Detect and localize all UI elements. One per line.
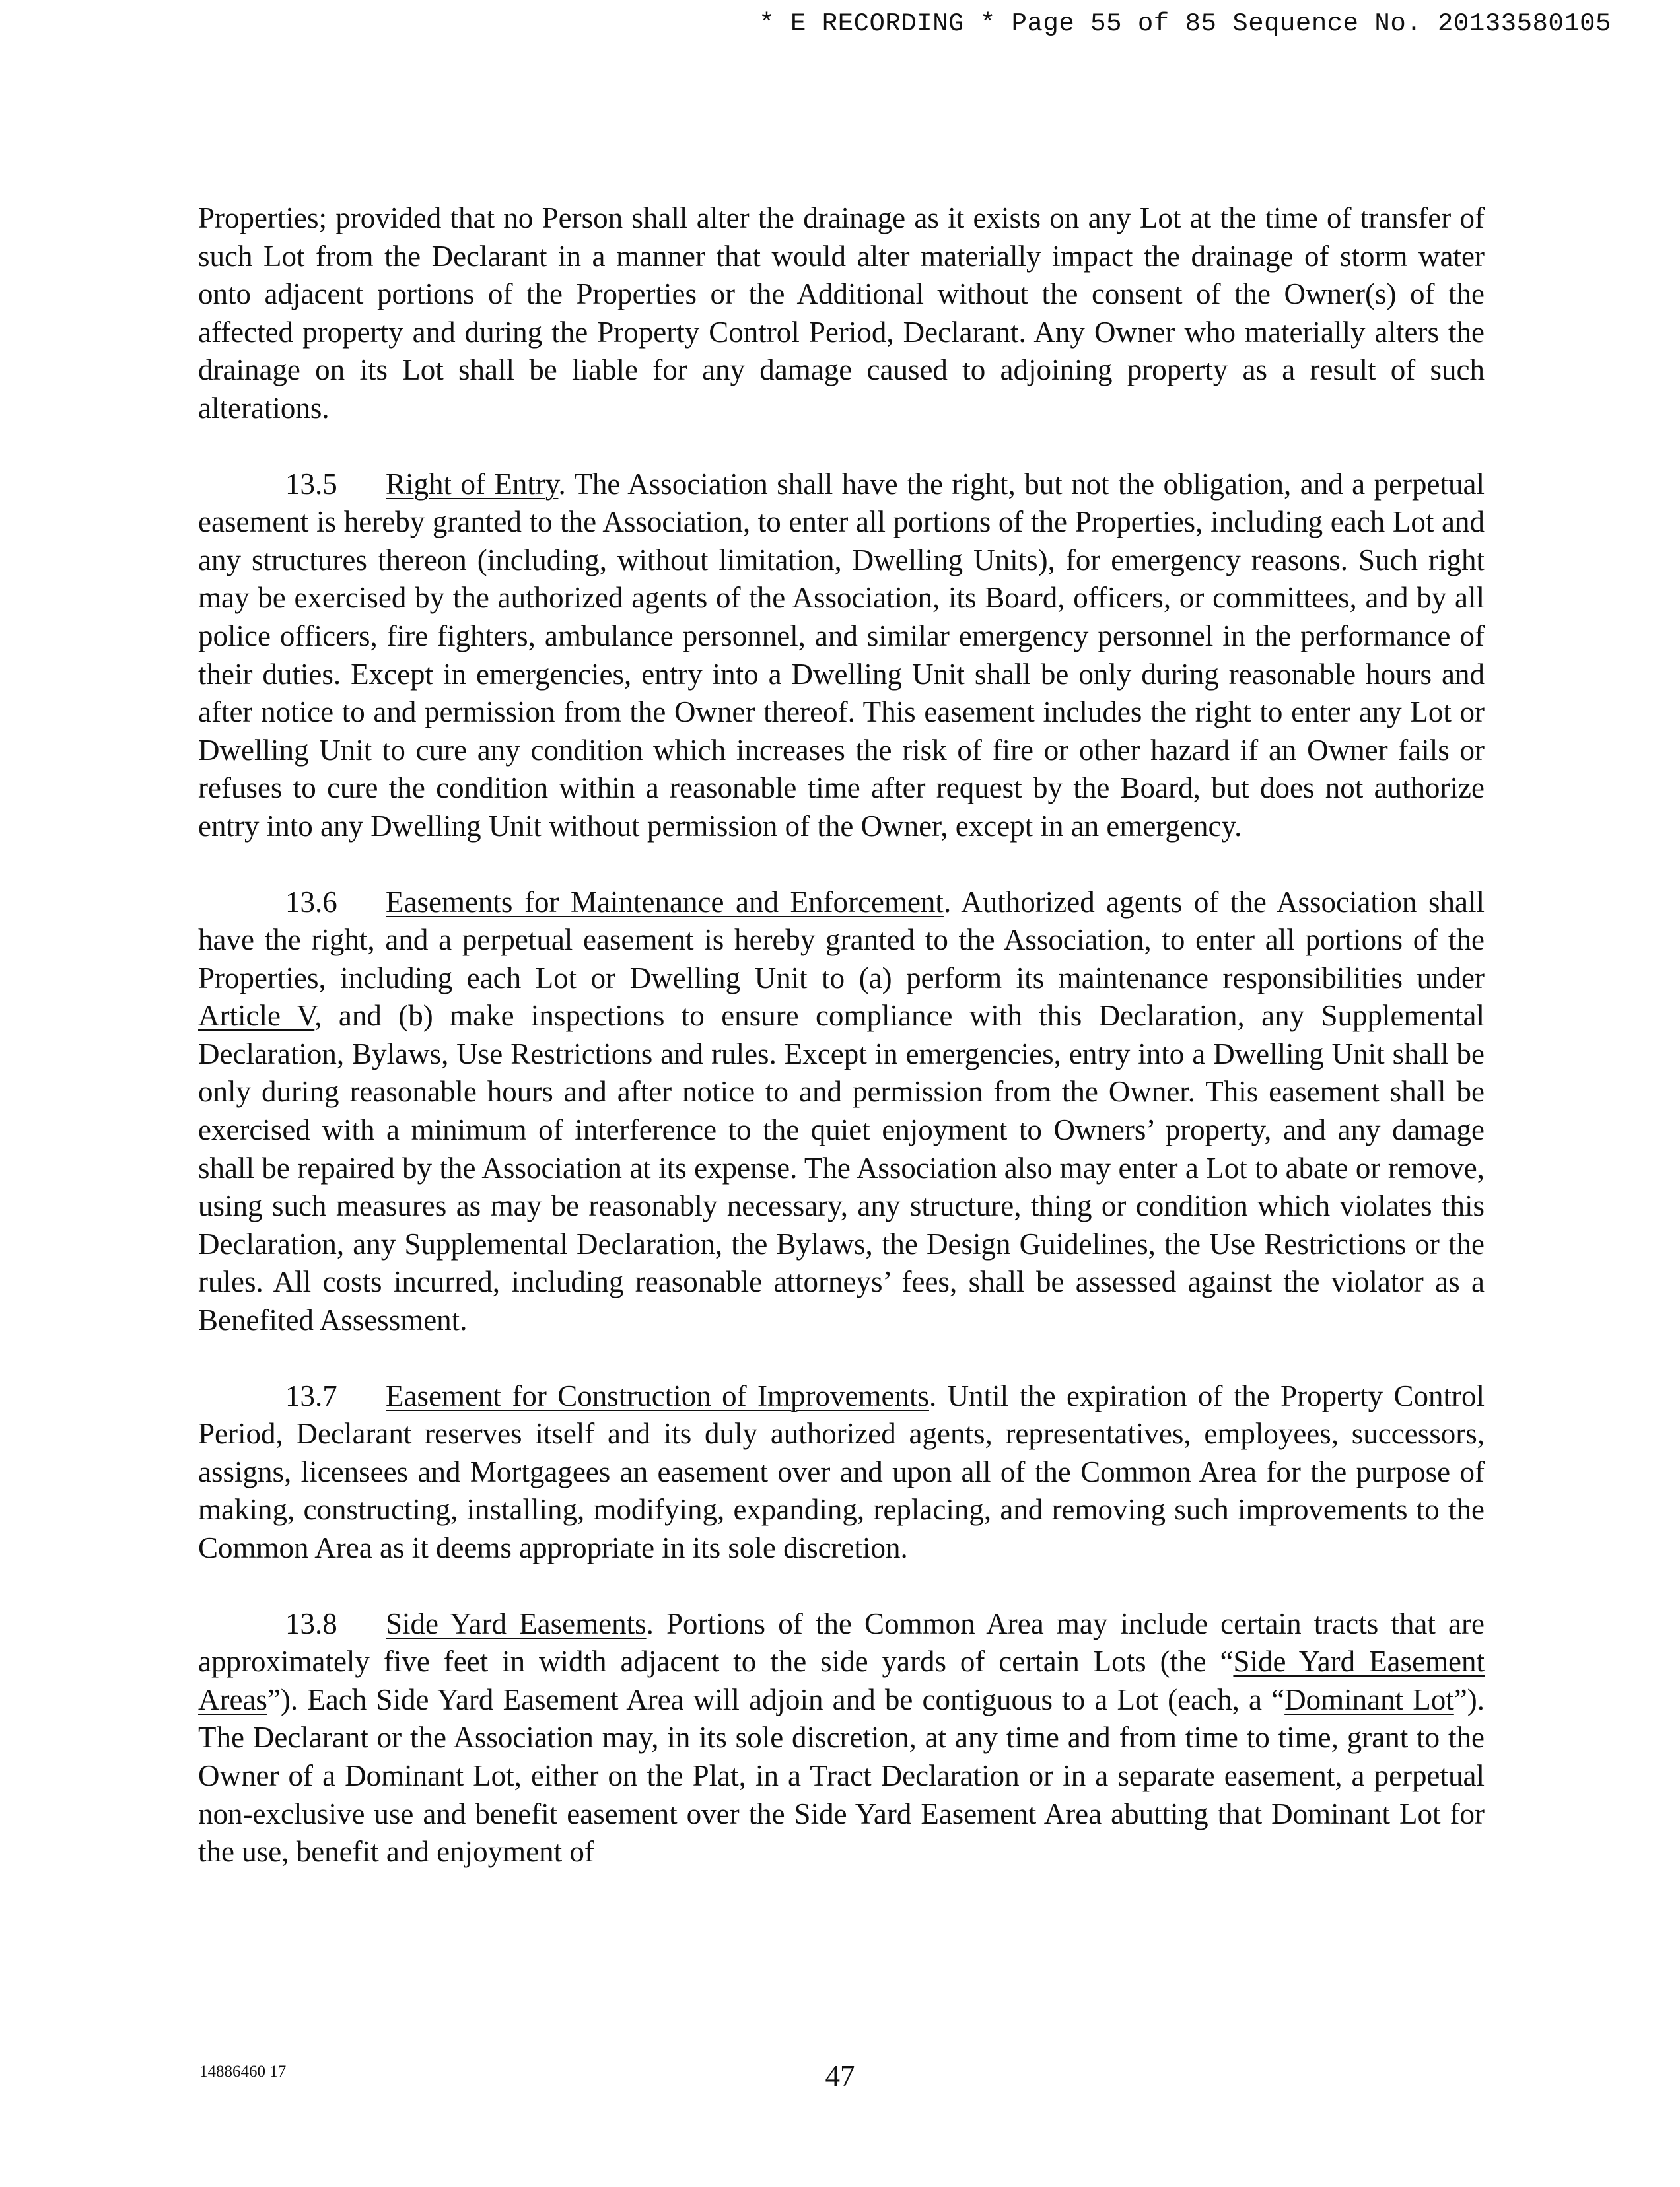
section-title: Easements for Maintenance and Enforcement [386, 885, 944, 919]
defined-term: Dominant Lot [1284, 1683, 1454, 1716]
section-text: . Portions of the Common Area may include certain tracts that are approximately five feet in width adjacent to the side yards of certain Lots (the “ [198, 1607, 1485, 1679]
paragraph-continuation: Properties; provided that no Person shall alter the drainage as it exists on any Lot at the time of transfer of such Lot from the Declarant in a manner that would alter materially impact the drainage of storm water onto adjacent portions of the Properties or the Additional without the consent of the Owner(s) of the affected property and during the Property Control Period, Declarant. Any Owner who materially alters the drainage on its Lot shall be liable for any damage caused to adjoining property as a result of such alterations. [198, 201, 1485, 425]
section-text: . Until the expiration of the Property Control Period, Declarant reserves itself and its duly authorized agents, representatives, employees, successors, assigns, licensees and Mortgagees an easement over and upon all of the Common Area for the purpose of making, constructing, installing, modifying, expanding, replacing, and removing such improvements to the Common Area as it deems appropriate in its sole discretion. [198, 1379, 1485, 1564]
section-text-continued: ”). The Declarant or the Association may, in its sole discretion, at any time and from time to time, grant to the Owner of a Dominant Lot, either on the Plat, in a Tract Declaration or in a separate easement, a perpetual non-exclusive use and benefit easement over the Side Yard Easement Area abutting that Dominant Lot for the use, benefit and enjoyment of [198, 1683, 1485, 1869]
section-number: 13.5 [285, 467, 337, 501]
section-text-continued: ”). Each Side Yard Easement Area will adjoin and be contiguous to a Lot (each, a “ [267, 1683, 1285, 1716]
section-13-6 [198, 884, 1485, 1340]
document-body [198, 199, 1485, 1909]
section-text: . The Association shall have the right, but not the obligation, and a perpetual easement is hereby granted to the Association, to enter all portions of the Properties, including each Lot and any structures thereon (including, without limitation, Dwelling Units), for emergency reasons. Such right may be exercised by the authorized agents of the Association, its Board, officers, or committees, and by all police officers, fire fighters, ambulance personnel, and similar emergency personnel in the performance of their duties. Except in emergencies, entry into a Dwelling Unit shall be only during reasonable hours and after notice to and permission from the Owner thereof. This easement includes the right to enter any Lot or Dwelling Unit to cure any condition which increases the risk of fire or other hazard if an Owner fails or refuses to cure the condition within a reasonable time after request by the Board, but does not authorize entry into any Dwelling Unit without permission of the Owner, except in an emergency. [198, 467, 1485, 843]
section-number: 13.6 [285, 885, 337, 919]
section-number: 13.7 [285, 1379, 337, 1412]
section-number: 13.8 [285, 1607, 337, 1640]
section-13-5 [198, 466, 1485, 846]
section-title: Side Yard Easements [386, 1607, 647, 1640]
page-number: 47 [825, 2060, 855, 2093]
article-reference: Article V [198, 999, 315, 1033]
section-text: . Authorized agents of the Association shall have the right, and a perpetual easement is hereby granted to the Association, to enter all portions of the Properties, including each Lot or Dwelling Unit to (a) perform its maintenance responsibilities under [198, 885, 1485, 994]
section-title: Easement for Construction of Improvements [386, 1379, 929, 1412]
section-13-8 [198, 1605, 1485, 1871]
section-text-continued: , and (b) make inspections to ensure compliance with this Declaration, any Supplemental Declaration, Bylaws, Use Restrictions and rules. Except in emergencies, entry into a Dwelling Unit shall be only during reasonable hours and after notice to and permission from the Owner. This easement shall be exercised with a minimum of interference to the quiet enjoyment to Owners’ property, and any damage shall be repaired by the Association at its expense. The Association also may enter a Lot to abate or remove, using such measures as may be reasonably necessary, any structure, thing or condition which violates this Declaration, any Supplemental Declaration, the Bylaws, the Design Guidelines, the Use Restrictions or the rules. All costs incurred, including reasonable attorneys’ fees, shall be assessed against the violator as a Benefited Assessment. [198, 999, 1485, 1337]
section-13-7 [198, 1377, 1485, 1568]
recording-header: * E RECORDING * Page 55 of 85 Sequence No. 20133580105 [759, 9, 1611, 38]
document-id: 14886460 17 [199, 2063, 287, 2081]
section-title: Right of Entry [386, 467, 559, 501]
defined-term: Side Yard Easement Areas [198, 1645, 1485, 1716]
